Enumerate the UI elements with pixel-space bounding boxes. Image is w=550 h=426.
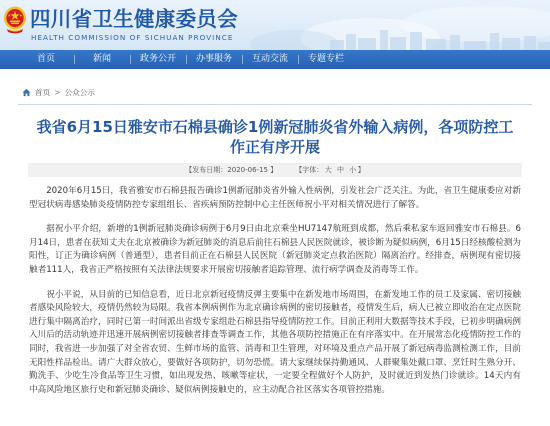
nav-item-interaction[interactable]: 互动交流 — [242, 50, 298, 69]
article-title: 我省6月15日雅安市石棉县确诊1例新冠肺炎省外输入病例，各项防控工作正有序开展 — [36, 118, 514, 156]
article-body — [29, 185, 521, 411]
national-emblem-icon — [3, 5, 27, 35]
article-paragraph: 2020年6月15日，我省雅安市石棉县报告确诊1例新冠肺炎省外输入性病例，引发社会广泛关注。为此，省卫生健康委应对新型冠状病毒感染肺炎疫情防控专家组组长、省疾病预防控制中心主任医师祝小平对相关情况进行了解答。 — [29, 186, 521, 210]
nav-item-services[interactable]: 办事服务 — [186, 50, 242, 69]
skyline-decoration — [330, 28, 550, 50]
site-title: 四川省卫生健康委员会 — [30, 7, 238, 31]
breadcrumb-current[interactable]: 公众公示 — [64, 87, 95, 97]
publish-date-close: 】 — [267, 166, 278, 174]
nav-item-news[interactable]: 新闻 — [74, 50, 130, 69]
font-size-control — [295, 165, 364, 175]
site-header — [0, 0, 550, 50]
home-icon — [22, 88, 31, 97]
article-meta-bar — [28, 163, 522, 177]
site-subtitle: HEALTH COMMISSION OF SICHUAN PROVINCE — [31, 33, 234, 42]
main-nav — [0, 50, 550, 69]
font-size-small-link[interactable]: 小 — [349, 166, 357, 174]
breadcrumb-home-link[interactable]: 首页 — [35, 87, 51, 97]
article-paragraph: 祝小平说，从目前的已知信息看，近日北京新冠疫情反弹主要集中在新发地市场周围，在新发地工作的员工及家属、密切接触者感染风险较大，疫情仍然较为局限。我省本例病例作为北京确诊病例的密切接触者，疫情发生后，病人已被立即收治在定点医院进行集中隔离治疗，同时已第一时间派出省级专家组赴石棉县指导疫情防控工作。目前正利用大数据等技术手段，已初步明确病例入川后的活动轨迹并迅速开展病例密切接触者排查等调查工作，其他各项防控措施正在有序落实中。在开展常态化疫情防控工作的同时，我省进一步加强了对全省农贸、生鲜市场的监管、消毒和卫生管理，对环境及重点产品开展了新冠病毒监测检测工作，目前无阳性样品检出。请广大群众放心，要做好各项防护，切勿恐慌。请大家继续保持勤通风、人群聚集处戴口罩、烹饪时生熟分开、勤洗手、少吃生冷食品等卫生习惯，如出现发热、咳嗽等症状，一定要全程做好个人防护，及时就近到发热门诊就诊。14天内有中高风险地区旅行史和新冠肺炎确诊、疑似病例接触史的，应主动配合社区落实各项管控措施。 — [29, 289, 521, 395]
publish-date-open: 【发布日期： — [185, 166, 228, 174]
publish-date-value: 2020-06-15 — [227, 166, 268, 174]
article-paragraph: 据祝小平介绍，新增的1例新冠肺炎确诊病例于6月9日由北京乘坐HU7147航班到成都，然后乘私家车返回雅安市石棉县。6月14日，患者在获知丈夫在北京被确诊为新冠肺炎的消息后前往石棉县人民医院就诊，被诊断为疑似病例，6月15日经核酸检测为阳性，订正为确诊病例（普通型），患者目前正在石棉县人民医院（新冠肺炎定点救治医院）隔离治疗。经排查，病例现有密切接触者111人，我省正严格按照有关法律法规要求开展密切接触者追踪管理、流行病学调查及消毒等工作。 — [29, 224, 521, 275]
font-size-medium-link[interactable]: 中 — [336, 166, 344, 174]
breadcrumb-separator: > — [54, 87, 61, 97]
divider — [18, 104, 532, 105]
nav-item-home[interactable]: 首页 — [36, 54, 55, 64]
publish-date — [185, 165, 277, 175]
nav-list — [18, 50, 354, 69]
font-size-close: 】 — [357, 166, 365, 174]
breadcrumb — [22, 86, 95, 98]
font-size-large-link[interactable]: 大 — [324, 166, 332, 174]
nav-item-government-affairs[interactable]: 政务公开 — [130, 50, 186, 69]
nav-item-special-topics[interactable]: 专题专栏 — [298, 50, 354, 69]
font-size-label: 【字体： — [295, 166, 324, 174]
